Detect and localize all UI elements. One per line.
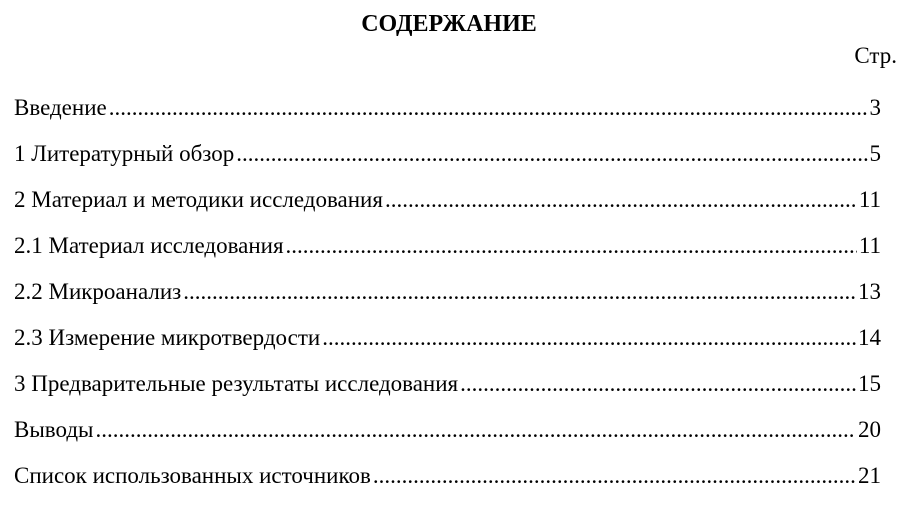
toc-entry-page: 11	[858, 187, 881, 212]
toc-title: СОДЕРЖАНИЕ	[361, 11, 537, 37]
toc-entry-label: 2.2 Микроанализ	[14, 279, 182, 304]
toc-entry-page: 5	[869, 141, 881, 166]
toc-entry-page: 21	[858, 463, 881, 488]
toc-entry-page: 11	[858, 233, 881, 258]
dot-leader	[236, 140, 867, 168]
dot-leader	[322, 324, 856, 352]
toc-entry-preliminary-results[interactable]	[14, 370, 881, 416]
toc-entry-label: Выводы	[14, 417, 94, 442]
dot-leader	[385, 186, 857, 214]
toc-list	[14, 94, 881, 508]
dot-leader	[373, 462, 856, 490]
toc-entry-materials-methods[interactable]	[14, 186, 881, 232]
page-column-header: Стр.	[854, 43, 897, 68]
toc-entry-label: Список использованных источников	[14, 463, 371, 488]
dot-leader	[183, 278, 856, 306]
toc-entry-references[interactable]	[14, 462, 881, 508]
toc-entry-label: 2.3 Измерение микротвердости	[14, 325, 321, 350]
toc-entry-conclusions[interactable]	[14, 416, 881, 462]
toc-entry-research-material[interactable]	[14, 232, 881, 278]
toc-entry-microhardness[interactable]	[14, 324, 881, 370]
toc-entry-label: Введение	[14, 95, 107, 120]
toc-entry-page: 13	[858, 279, 881, 304]
toc-entry-microanalysis[interactable]	[14, 278, 881, 324]
dot-leader	[460, 370, 856, 398]
toc-entry-page: 3	[869, 95, 881, 120]
toc-entry-page: 14	[858, 325, 881, 350]
toc-entry-literature-review[interactable]	[14, 140, 881, 186]
toc-entry-label: 1 Литературный обзор	[14, 141, 235, 166]
toc-entry-page: 15	[858, 371, 881, 396]
toc-entry-label: 2 Материал и методики исследования	[14, 187, 383, 212]
toc-entry-introduction[interactable]	[14, 94, 881, 140]
dot-leader	[109, 94, 868, 122]
dot-leader	[286, 232, 857, 260]
toc-entry-page: 20	[858, 417, 881, 442]
toc-entry-label: 2.1 Материал исследования	[14, 233, 284, 258]
toc-entry-label: 3 Предварительные результаты исследования	[14, 371, 459, 396]
dot-leader	[96, 416, 857, 444]
